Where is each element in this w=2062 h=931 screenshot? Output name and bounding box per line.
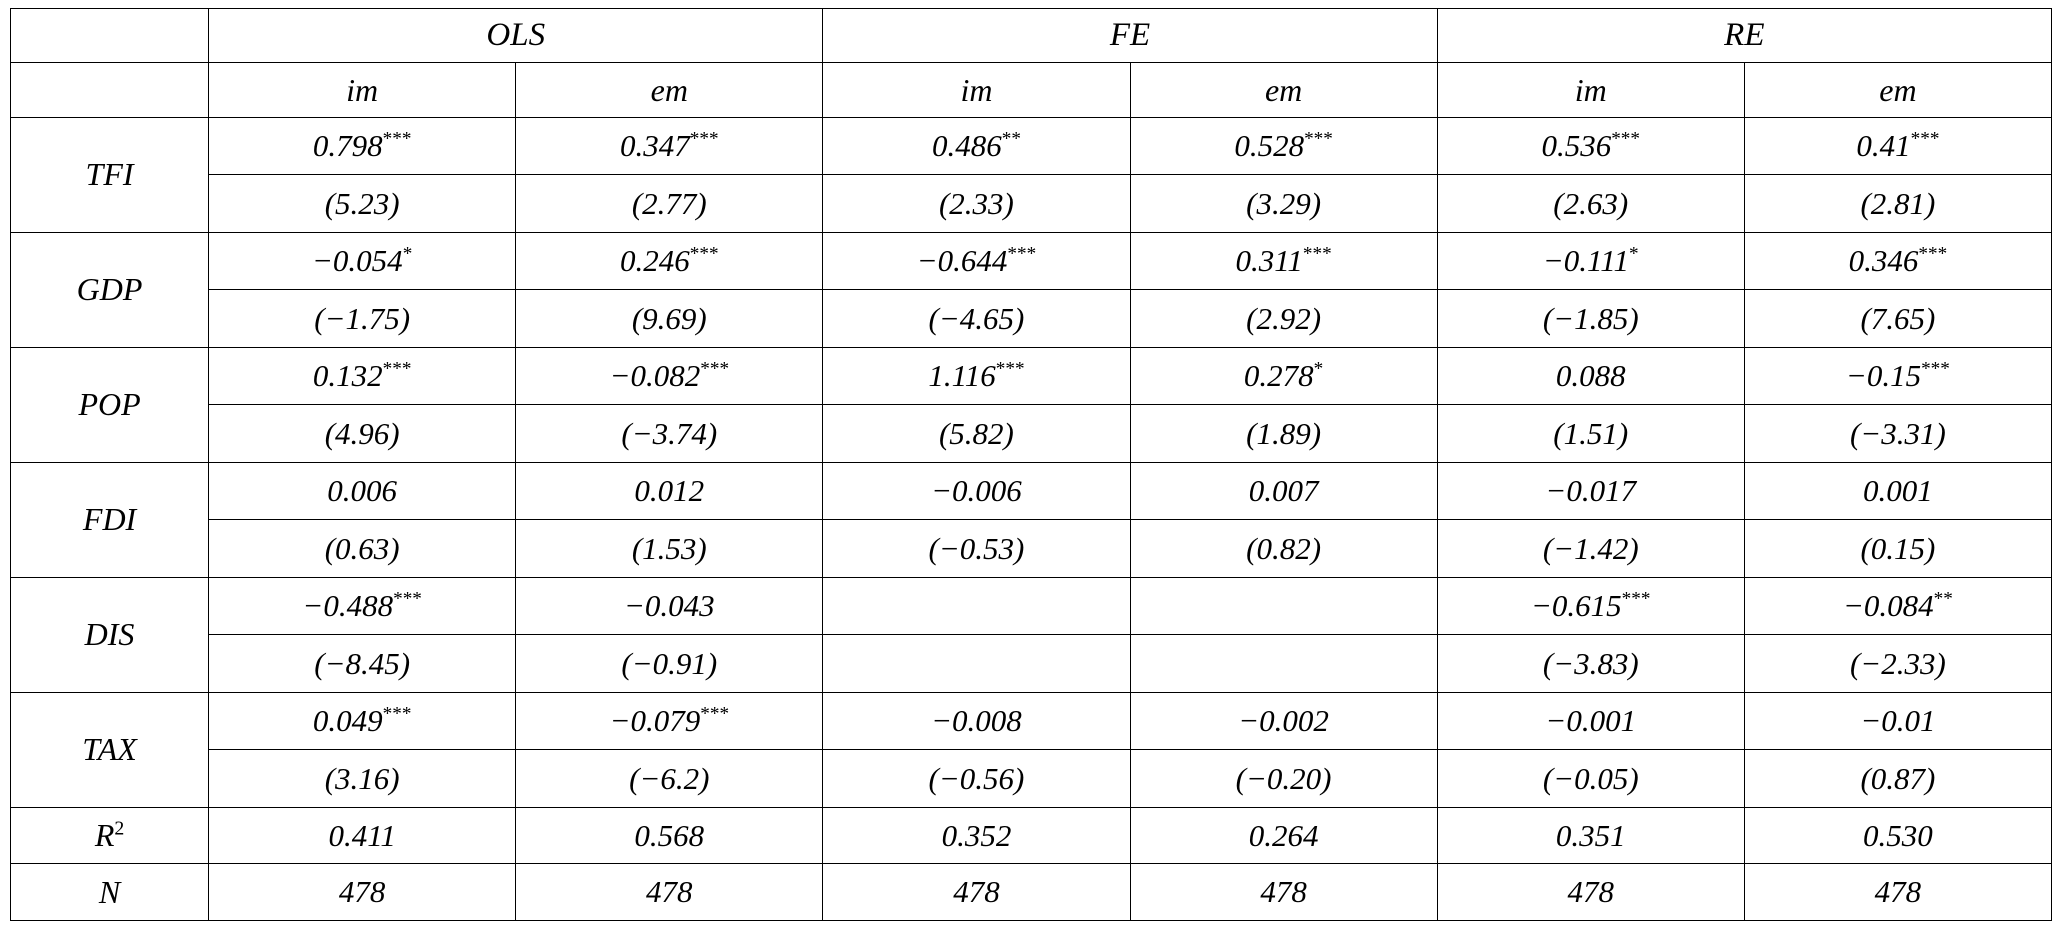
subheader-fe-em: em bbox=[1130, 63, 1437, 117]
cell-tfi-re-im: 0.536*** bbox=[1437, 117, 1744, 175]
tstat-pop-re-em: (−3.31) bbox=[1744, 405, 2051, 463]
table-row bbox=[11, 520, 2052, 578]
cell-fdi-fe-em: 0.007 bbox=[1130, 462, 1437, 520]
cell-dis-fe-em bbox=[1130, 577, 1437, 635]
cell-tax-ols-im: 0.049*** bbox=[209, 692, 516, 750]
cell-tax-ols-em: −0.079*** bbox=[516, 692, 823, 750]
tstat-fdi-ols-em: (1.53) bbox=[516, 520, 823, 578]
tstat-tfi-re-em: (2.81) bbox=[1744, 175, 2051, 233]
row-label-pop: POP bbox=[11, 347, 209, 462]
cell-gdp-fe-im: −0.644*** bbox=[823, 232, 1130, 290]
table-row bbox=[11, 635, 2052, 693]
table-row bbox=[11, 750, 2052, 808]
tstat-gdp-fe-im: (−4.65) bbox=[823, 290, 1130, 348]
table-row bbox=[11, 692, 2052, 750]
cell-pop-re-im: 0.088 bbox=[1437, 347, 1744, 405]
cell-pop-fe-im: 1.116*** bbox=[823, 347, 1130, 405]
table-row bbox=[11, 290, 2052, 348]
tstat-fdi-re-im: (−1.42) bbox=[1437, 520, 1744, 578]
tstat-dis-re-im: (−3.83) bbox=[1437, 635, 1744, 693]
tstat-fdi-fe-im: (−0.53) bbox=[823, 520, 1130, 578]
table-row bbox=[11, 577, 2052, 635]
tstat-tax-ols-em: (−6.2) bbox=[516, 750, 823, 808]
table-row bbox=[11, 347, 2052, 405]
cell-n-ols-em: 478 bbox=[516, 864, 823, 921]
tstat-tax-ols-im: (3.16) bbox=[209, 750, 516, 808]
cell-n-re-em: 478 bbox=[1744, 864, 2051, 921]
table-row bbox=[11, 175, 2052, 233]
table-row bbox=[11, 232, 2052, 290]
tstat-tfi-fe-im: (2.33) bbox=[823, 175, 1130, 233]
cell-gdp-fe-em: 0.311*** bbox=[1130, 232, 1437, 290]
cell-fdi-ols-em: 0.012 bbox=[516, 462, 823, 520]
table-row bbox=[11, 462, 2052, 520]
row-label-gdp: GDP bbox=[11, 232, 209, 347]
cell-pop-fe-em: 0.278* bbox=[1130, 347, 1437, 405]
tstat-gdp-fe-em: (2.92) bbox=[1130, 290, 1437, 348]
corner-cell bbox=[11, 9, 209, 63]
table-row bbox=[11, 117, 2052, 175]
cell-tax-fe-em: −0.002 bbox=[1130, 692, 1437, 750]
cell-tfi-re-em: 0.41*** bbox=[1744, 117, 2051, 175]
tstat-gdp-ols-im: (−1.75) bbox=[209, 290, 516, 348]
subheader-ols-em: em bbox=[516, 63, 823, 117]
cell-dis-ols-im: −0.488*** bbox=[209, 577, 516, 635]
cell-tfi-fe-im: 0.486** bbox=[823, 117, 1130, 175]
tstat-dis-ols-em: (−0.91) bbox=[516, 635, 823, 693]
table-row bbox=[11, 807, 2052, 863]
subheader-re-em: em bbox=[1744, 63, 2051, 117]
cell-fdi-re-em: 0.001 bbox=[1744, 462, 2051, 520]
cell-r2-fe-em: 0.264 bbox=[1130, 807, 1437, 863]
tstat-tfi-ols-im: (5.23) bbox=[209, 175, 516, 233]
tstat-gdp-ols-em: (9.69) bbox=[516, 290, 823, 348]
group-header-ols: OLS bbox=[209, 9, 823, 63]
tstat-tax-re-im: (−0.05) bbox=[1437, 750, 1744, 808]
cell-n-fe-em: 478 bbox=[1130, 864, 1437, 921]
regression-results-table bbox=[10, 8, 2052, 921]
tstat-pop-fe-im: (5.82) bbox=[823, 405, 1130, 463]
tstat-pop-re-im: (1.51) bbox=[1437, 405, 1744, 463]
tstat-tax-re-em: (0.87) bbox=[1744, 750, 2051, 808]
cell-pop-ols-em: −0.082*** bbox=[516, 347, 823, 405]
tstat-dis-fe-em bbox=[1130, 635, 1437, 693]
cell-r2-ols-em: 0.568 bbox=[516, 807, 823, 863]
tstat-fdi-ols-im: (0.63) bbox=[209, 520, 516, 578]
row-label-n: N bbox=[11, 864, 209, 921]
tstat-pop-ols-em: (−3.74) bbox=[516, 405, 823, 463]
cell-n-fe-im: 478 bbox=[823, 864, 1130, 921]
cell-dis-fe-im bbox=[823, 577, 1130, 635]
tstat-tfi-fe-em: (3.29) bbox=[1130, 175, 1437, 233]
tstat-gdp-re-em: (7.65) bbox=[1744, 290, 2051, 348]
tstat-fdi-fe-em: (0.82) bbox=[1130, 520, 1437, 578]
row-label-dis: DIS bbox=[11, 577, 209, 692]
row-label-tax: TAX bbox=[11, 692, 209, 807]
cell-r2-ols-im: 0.411 bbox=[209, 807, 516, 863]
cell-tfi-ols-im: 0.798*** bbox=[209, 117, 516, 175]
tstat-tfi-ols-em: (2.77) bbox=[516, 175, 823, 233]
group-header-fe: FE bbox=[823, 9, 1437, 63]
cell-fdi-fe-im: −0.006 bbox=[823, 462, 1130, 520]
cell-pop-ols-im: 0.132*** bbox=[209, 347, 516, 405]
row-label-fdi: FDI bbox=[11, 462, 209, 577]
cell-pop-re-em: −0.15*** bbox=[1744, 347, 2051, 405]
tstat-dis-ols-im: (−8.45) bbox=[209, 635, 516, 693]
group-header-re: RE bbox=[1437, 9, 2051, 63]
tstat-tfi-re-im: (2.63) bbox=[1437, 175, 1744, 233]
cell-tfi-fe-em: 0.528*** bbox=[1130, 117, 1437, 175]
subheader-fe-im: im bbox=[823, 63, 1130, 117]
tstat-fdi-re-em: (0.15) bbox=[1744, 520, 2051, 578]
table-row bbox=[11, 864, 2052, 921]
cell-tax-re-im: −0.001 bbox=[1437, 692, 1744, 750]
subheader-ols-im: im bbox=[209, 63, 516, 117]
tstat-dis-fe-im bbox=[823, 635, 1130, 693]
table-row bbox=[11, 405, 2052, 463]
cell-tax-fe-im: −0.008 bbox=[823, 692, 1130, 750]
cell-r2-re-em: 0.530 bbox=[1744, 807, 2051, 863]
tstat-pop-ols-im: (4.96) bbox=[209, 405, 516, 463]
row-label-r-squared: $R^2$ bbox=[11, 807, 209, 863]
table-header-subcolumns bbox=[11, 63, 2052, 117]
cell-tax-re-em: −0.01 bbox=[1744, 692, 2051, 750]
row-label-tfi: TFI bbox=[11, 117, 209, 232]
tstat-tax-fe-im: (−0.56) bbox=[823, 750, 1130, 808]
cell-gdp-re-im: −0.111* bbox=[1437, 232, 1744, 290]
table-header-groups bbox=[11, 9, 2052, 63]
tstat-pop-fe-em: (1.89) bbox=[1130, 405, 1437, 463]
cell-gdp-re-em: 0.346*** bbox=[1744, 232, 2051, 290]
tstat-gdp-re-im: (−1.85) bbox=[1437, 290, 1744, 348]
cell-gdp-ols-im: −0.054* bbox=[209, 232, 516, 290]
cell-dis-re-em: −0.084** bbox=[1744, 577, 2051, 635]
cell-r2-re-im: 0.351 bbox=[1437, 807, 1744, 863]
cell-tfi-ols-em: 0.347*** bbox=[516, 117, 823, 175]
cell-n-re-im: 478 bbox=[1437, 864, 1744, 921]
cell-dis-ols-em: −0.043 bbox=[516, 577, 823, 635]
tstat-dis-re-em: (−2.33) bbox=[1744, 635, 2051, 693]
cell-gdp-ols-em: 0.246*** bbox=[516, 232, 823, 290]
subheader-corner-cell bbox=[11, 63, 209, 117]
tstat-tax-fe-em: (−0.20) bbox=[1130, 750, 1437, 808]
cell-fdi-re-im: −0.017 bbox=[1437, 462, 1744, 520]
cell-n-ols-im: 478 bbox=[209, 864, 516, 921]
cell-dis-re-im: −0.615*** bbox=[1437, 577, 1744, 635]
subheader-re-im: im bbox=[1437, 63, 1744, 117]
cell-fdi-ols-im: 0.006 bbox=[209, 462, 516, 520]
cell-r2-fe-im: 0.352 bbox=[823, 807, 1130, 863]
